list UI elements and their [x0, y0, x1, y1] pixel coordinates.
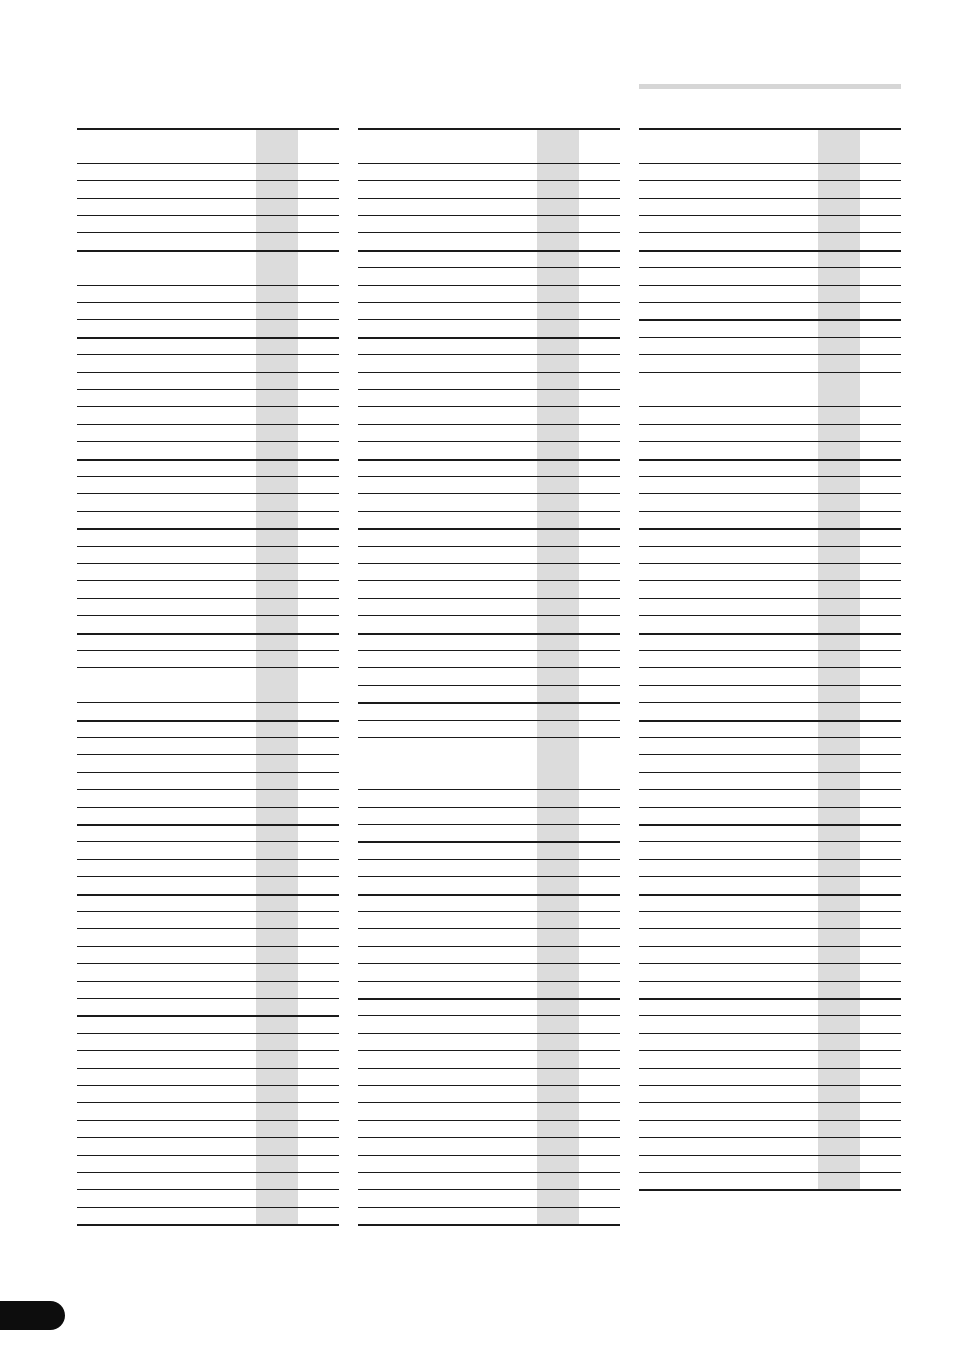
row-rule	[77, 476, 339, 477]
row-rule	[358, 406, 620, 407]
row-rule	[358, 685, 620, 686]
row-rule	[77, 406, 339, 407]
row-rule	[358, 1120, 620, 1121]
row-rule	[77, 1155, 339, 1156]
row-rule	[639, 546, 901, 547]
row-rule	[77, 285, 339, 286]
row-rule	[358, 911, 620, 912]
row-rule	[77, 319, 339, 320]
row-rule	[77, 389, 339, 390]
row-rule	[639, 232, 901, 233]
row-rule	[77, 424, 339, 425]
group-rule	[77, 1224, 339, 1226]
row-rule	[358, 424, 620, 425]
group-rule	[77, 633, 339, 635]
group-rule	[639, 250, 901, 252]
group-rule	[639, 128, 901, 130]
row-rule	[358, 963, 620, 964]
row-rule	[358, 1102, 620, 1103]
row-rule	[77, 1120, 339, 1121]
page-number-tab	[0, 1301, 65, 1330]
row-rule	[639, 1015, 901, 1016]
row-rule	[77, 981, 339, 982]
row-rule	[77, 998, 339, 999]
row-rule	[358, 476, 620, 477]
row-rule	[639, 685, 901, 686]
group-rule	[77, 720, 339, 722]
row-rule	[77, 1033, 339, 1034]
group-rule	[639, 720, 901, 722]
group-rule	[358, 894, 620, 896]
row-rule	[77, 772, 339, 773]
group-rule	[639, 319, 901, 321]
row-rule	[77, 232, 339, 233]
row-rule	[358, 389, 620, 390]
row-rule	[639, 198, 901, 199]
row-rule	[639, 493, 901, 494]
group-rule	[77, 250, 339, 252]
row-rule	[358, 946, 620, 947]
row-rule	[77, 615, 339, 616]
row-rule	[639, 772, 901, 773]
row-rule	[77, 1137, 339, 1138]
group-rule	[639, 528, 901, 530]
row-rule	[358, 372, 620, 373]
row-rule	[358, 928, 620, 929]
shaded-value-column	[818, 128, 860, 1189]
row-rule	[639, 476, 901, 477]
row-rule	[639, 737, 901, 738]
row-rule	[358, 1172, 620, 1173]
row-rule	[639, 1068, 901, 1069]
row-rule	[77, 580, 339, 581]
row-rule	[358, 1050, 620, 1051]
row-rule	[77, 911, 339, 912]
group-rule	[639, 1189, 901, 1191]
row-rule	[358, 232, 620, 233]
row-rule	[358, 546, 620, 547]
row-rule	[358, 824, 620, 825]
group-rule	[358, 528, 620, 530]
row-rule	[358, 302, 620, 303]
row-rule	[639, 598, 901, 599]
row-rule	[639, 754, 901, 755]
group-rule	[639, 824, 901, 826]
group-rule	[77, 128, 339, 130]
row-rule	[358, 580, 620, 581]
row-rule	[358, 1189, 620, 1190]
row-rule	[358, 511, 620, 512]
group-rule	[639, 894, 901, 896]
row-rule	[639, 163, 901, 164]
row-rule	[77, 650, 339, 651]
row-rule	[77, 1102, 339, 1103]
row-rule	[77, 841, 339, 842]
group-rule	[358, 128, 620, 130]
row-rule	[639, 946, 901, 947]
row-rule	[77, 1050, 339, 1051]
row-rule	[358, 163, 620, 164]
row-rule	[639, 372, 901, 373]
row-rule	[358, 650, 620, 651]
group-rule	[639, 998, 901, 1000]
row-rule	[639, 1120, 901, 1121]
row-rule	[77, 163, 339, 164]
row-rule	[639, 1172, 901, 1173]
row-rule	[639, 580, 901, 581]
row-rule	[77, 372, 339, 373]
row-rule	[77, 563, 339, 564]
row-rule	[639, 702, 901, 703]
row-rule	[358, 563, 620, 564]
row-rule	[358, 285, 620, 286]
row-rule	[358, 1033, 620, 1034]
row-rule	[639, 615, 901, 616]
row-rule	[358, 737, 620, 738]
row-rule	[358, 1015, 620, 1016]
group-rule	[77, 824, 339, 826]
row-rule	[639, 406, 901, 407]
row-rule	[639, 1085, 901, 1086]
row-rule	[639, 1033, 901, 1034]
row-rule	[77, 667, 339, 668]
row-rule	[358, 876, 620, 877]
row-rule	[639, 841, 901, 842]
row-rule	[639, 1155, 901, 1156]
row-rule	[639, 963, 901, 964]
group-rule	[77, 337, 339, 339]
group-rule	[358, 1224, 620, 1226]
shaded-value-column	[256, 128, 298, 1224]
group-rule	[77, 459, 339, 461]
row-rule	[358, 1068, 620, 1069]
row-rule	[639, 928, 901, 929]
row-rule	[639, 354, 901, 355]
row-rule	[358, 1207, 620, 1208]
row-rule	[77, 1189, 339, 1190]
group-rule	[358, 250, 620, 252]
row-rule	[358, 319, 620, 320]
row-rule	[639, 981, 901, 982]
row-rule	[639, 215, 901, 216]
row-rule	[77, 928, 339, 929]
row-rule	[358, 1085, 620, 1086]
row-rule	[639, 911, 901, 912]
group-rule	[358, 633, 620, 635]
row-rule	[77, 215, 339, 216]
row-rule	[358, 720, 620, 721]
row-rule	[358, 598, 620, 599]
row-rule	[77, 789, 339, 790]
row-rule	[77, 807, 339, 808]
row-rule	[77, 946, 339, 947]
row-rule	[358, 180, 620, 181]
row-rule	[77, 1172, 339, 1173]
row-rule	[358, 667, 620, 668]
row-rule	[77, 876, 339, 877]
row-rule	[358, 493, 620, 494]
row-rule	[77, 598, 339, 599]
row-rule	[639, 511, 901, 512]
row-rule	[358, 1155, 620, 1156]
group-rule	[639, 459, 901, 461]
row-rule	[77, 1207, 339, 1208]
row-rule	[639, 267, 901, 268]
row-rule	[639, 859, 901, 860]
row-rule	[77, 963, 339, 964]
row-rule	[77, 493, 339, 494]
row-rule	[77, 511, 339, 512]
group-rule	[358, 702, 620, 704]
row-rule	[77, 1068, 339, 1069]
row-rule	[358, 441, 620, 442]
row-rule	[77, 702, 339, 703]
group-rule	[358, 998, 620, 1000]
row-rule	[639, 285, 901, 286]
row-rule	[639, 563, 901, 564]
shaded-value-column	[537, 128, 579, 1224]
row-rule	[639, 789, 901, 790]
row-rule	[639, 876, 901, 877]
row-rule	[358, 859, 620, 860]
row-rule	[358, 267, 620, 268]
row-rule	[639, 180, 901, 181]
group-rule	[77, 1015, 339, 1017]
row-rule	[358, 1137, 620, 1138]
row-rule	[77, 754, 339, 755]
group-rule	[77, 528, 339, 530]
row-rule	[77, 354, 339, 355]
row-rule	[639, 807, 901, 808]
row-rule	[358, 215, 620, 216]
row-rule	[358, 981, 620, 982]
row-rule	[77, 546, 339, 547]
row-rule	[358, 198, 620, 199]
row-rule	[639, 1137, 901, 1138]
group-rule	[358, 841, 620, 843]
row-rule	[639, 1102, 901, 1103]
group-rule	[639, 633, 901, 635]
row-rule	[77, 180, 339, 181]
row-rule	[639, 424, 901, 425]
row-rule	[639, 302, 901, 303]
row-rule	[639, 1050, 901, 1051]
row-rule	[77, 198, 339, 199]
row-rule	[639, 667, 901, 668]
row-rule	[358, 354, 620, 355]
row-rule	[77, 859, 339, 860]
row-rule	[77, 737, 339, 738]
row-rule	[639, 650, 901, 651]
row-rule	[77, 1085, 339, 1086]
row-rule	[358, 789, 620, 790]
row-rule	[77, 441, 339, 442]
row-rule	[639, 337, 901, 338]
row-rule	[639, 441, 901, 442]
group-rule	[358, 337, 620, 339]
header-rule	[639, 84, 901, 89]
group-rule	[358, 459, 620, 461]
row-rule	[77, 302, 339, 303]
group-rule	[77, 894, 339, 896]
row-rule	[358, 615, 620, 616]
row-rule	[358, 807, 620, 808]
